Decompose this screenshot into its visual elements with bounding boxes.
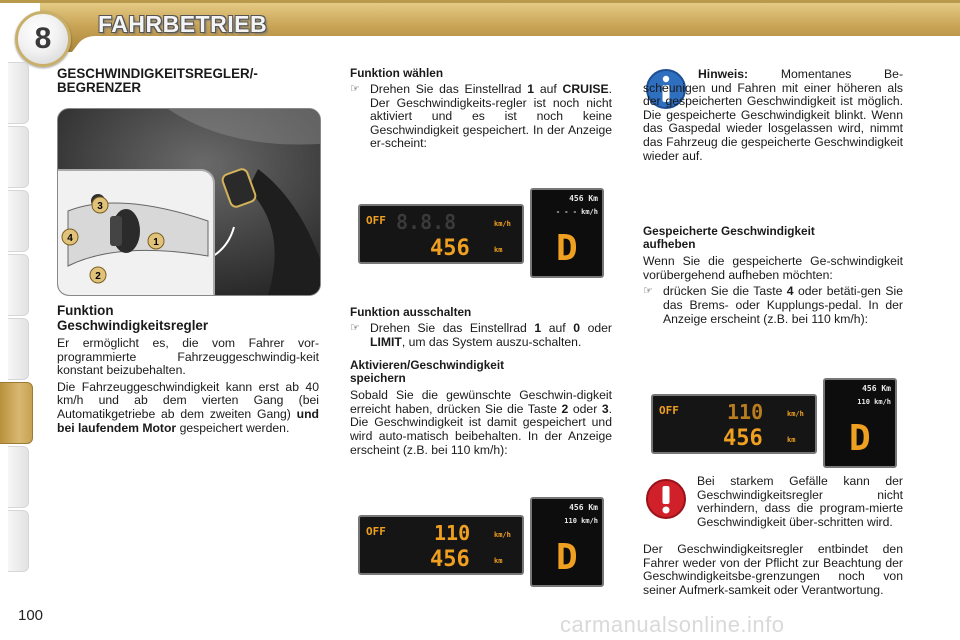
page-number: 100 <box>18 607 44 624</box>
unit-kmh: km/h <box>494 220 511 228</box>
off-indicator: OFF <box>366 525 386 538</box>
warning-block <box>697 475 903 532</box>
cruise-lever-illustration <box>58 171 213 296</box>
chapter-tab[interactable] <box>8 126 29 188</box>
heading-line: speichern <box>350 371 406 386</box>
chapter-tab[interactable] <box>8 446 29 508</box>
subsection-title <box>57 303 319 333</box>
heading-line: aufheben <box>643 237 696 252</box>
subsection-title-line: Funktion <box>57 303 114 318</box>
unit-kmh: km/h <box>494 531 511 539</box>
list-item: ☞ drücken Sie die Taste 4 oder betäti-gen Sie das Brems- oder Kupplungs-pedal. In der Anzeige erscheint (z.B. bei 110 km/h): <box>643 284 903 326</box>
odometer-reading: 456 <box>723 426 763 451</box>
paragraph: Wenn Sie die gespeicherte Ge-schwindigkeit vorübergehend aufheben möchten: <box>643 254 903 282</box>
gear-indicator: D <box>556 228 578 269</box>
gear-indicator: D <box>556 537 578 578</box>
paragraph: Er ermöglicht es, die vom Fahrer vor-programmierte Fahrzeuggeschwindig-keit konstant beizubehalten. <box>57 336 319 378</box>
steering-column-photo <box>57 108 321 296</box>
unit-km: km <box>494 246 503 254</box>
column-middle <box>350 67 612 157</box>
subsection-title-line: Geschwindigkeitsregler <box>57 318 209 333</box>
chapter-tab[interactable] <box>8 510 29 572</box>
speed-segments-blank: 8.8.8 <box>396 210 457 234</box>
paragraph: Die Fahrzeuggeschwindigkeit kann erst ab 40 km/h und ab dem vierten Gang (bei Automatikgetriebe ab dem zweiten Gang) und bei laufendem Motor gespeichert werden. <box>57 379 319 435</box>
section-title <box>57 67 319 95</box>
unit-kmh: km/h <box>787 410 804 418</box>
gear-display <box>823 378 897 468</box>
watermark: carmanualsonline.info <box>560 612 785 637</box>
heading-line: Aktivieren/Geschwindigkeit <box>350 358 505 373</box>
heading-aufheben <box>643 225 903 251</box>
chapter-title: FAHRBETRIEB <box>98 11 268 37</box>
chapter-tab[interactable] <box>8 254 29 316</box>
hand-pointer-icon: ☞ <box>350 322 360 334</box>
section-title-line: GESCHWINDIGKEITSREGLER/- <box>57 66 258 81</box>
heading-aktivieren <box>350 359 612 385</box>
gear-indicator: D <box>849 418 871 459</box>
gear-display <box>530 188 604 278</box>
off-indicator: OFF <box>659 404 679 417</box>
chapter-number-badge: 8 <box>15 11 71 67</box>
set-speed-readout: - - - km/h <box>555 208 598 216</box>
list-item: ☞ Drehen Sie das Einstellrad 1 auf CRUISE. Der Geschwindigkeits-regler ist noch nicht aktiviert und es ist noch keine Geschwindigkeit gespeichert. In der Anzeige er-scheint: <box>350 82 612 151</box>
gear-display <box>530 497 604 587</box>
set-speed-digits-blinking: 110 <box>727 400 764 424</box>
callout-4: 4 <box>67 233 73 244</box>
list-item: ☞ Drehen Sie das Einstellrad 1 auf 0 oder LIMIT, um das System auszu-schalten. <box>350 321 612 349</box>
column-middle-lower <box>350 306 612 460</box>
column-right <box>643 68 903 332</box>
warning-icon <box>645 478 687 520</box>
paragraph: Der Geschwindigkeitsregler entbindet den Fahrer weder von der Pflicht zur Beachtung der Geschwindigkeitsbe-grenzungen noch von seiner Aufmerk-samkeit oder Verantwortung. <box>643 542 903 597</box>
chapter-tab[interactable] <box>8 318 29 380</box>
lever-inset <box>58 169 215 296</box>
chapter-tab-active[interactable] <box>0 382 33 444</box>
callout-3: 3 <box>97 201 103 212</box>
heading-funktion-ausschalten: Funktion ausschalten <box>350 305 472 319</box>
callout-2: 2 <box>95 271 101 282</box>
instrument-display-speed-stored <box>358 515 524 575</box>
range-readout: 456 Km <box>569 503 598 512</box>
section-title-line: BEGRENZER <box>57 80 142 95</box>
hand-pointer-icon: ☞ <box>350 83 360 95</box>
paragraph: Sobald Sie die gewünschte Geschwin-digkeit erreicht haben, drücken Sie die Taste 2 oder 3. Die Geschwindigkeit ist damit gespeichert und wird auto-matisch beibehalten. In der Anzeige erscheint (z.B. bei 110 km/h): <box>350 388 613 457</box>
set-speed-readout: 110 km/h <box>564 517 598 525</box>
warning-text: Bei starkem Gefälle kann der Geschwindigkeitsregler nicht verhindern, dass die program-mierte Geschwindigkeit über-schritten wird. <box>697 474 903 529</box>
column-right-footer <box>643 543 903 600</box>
range-readout: 456 Km <box>569 194 598 203</box>
odometer-reading: 456 <box>430 236 470 261</box>
hand-pointer-icon: ☞ <box>643 285 653 298</box>
column-left-body <box>57 303 319 438</box>
callout-1: 1 <box>153 237 159 248</box>
heading-funktion-waehlen: Funktion wählen <box>350 66 444 80</box>
off-indicator: OFF <box>366 214 386 227</box>
heading-line: Gespeicherte Geschwindigkeit <box>643 224 815 239</box>
chapter-tab[interactable] <box>8 190 29 252</box>
set-speed-digits: 110 <box>434 521 471 545</box>
chapter-tab[interactable] <box>8 62 29 124</box>
hint-paragraph: Hinweis: Momentanes Be-scheunigen und Fahren mit einer höheren als der gespeicherten Geschwindigkeit ist möglich. Die gespeicherte Geschwindigkeit blinkt. Wenn das Gaspedal wieder losgelassen wird, nimmt das Fahrzeug die gespeicherte Geschwindigkeit wieder auf. <box>643 67 904 163</box>
instrument-display-cruise-selected <box>358 204 524 264</box>
page-header <box>0 0 960 55</box>
set-speed-readout: 110 km/h <box>857 398 891 406</box>
instrument-display-speed-suspended <box>651 394 817 454</box>
unit-km: km <box>787 436 796 444</box>
odometer-reading: 456 <box>430 547 470 572</box>
range-readout: 456 Km <box>862 384 891 393</box>
unit-km: km <box>494 557 503 565</box>
column-left <box>57 67 319 95</box>
